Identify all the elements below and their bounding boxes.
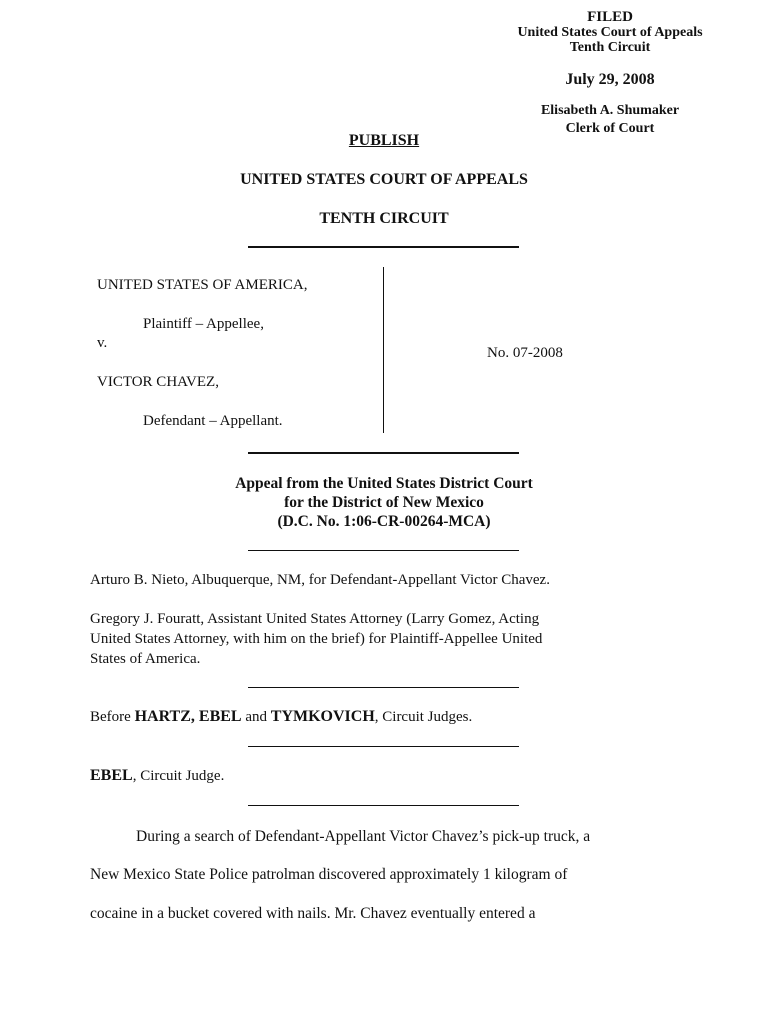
versus: v. bbox=[97, 335, 108, 351]
publish-label: PUBLISH bbox=[348, 132, 420, 149]
header-rule bbox=[248, 246, 519, 248]
case-number: No. 07-2008 bbox=[487, 345, 563, 361]
filing-circuit: Tenth Circuit bbox=[569, 40, 651, 55]
plaintiff-role: Plaintiff – Appellee, bbox=[143, 316, 264, 332]
author-suffix: , Circuit Judge. bbox=[132, 768, 225, 784]
plaintiff-name: UNITED STATES OF AMERICA, bbox=[97, 277, 308, 293]
plaintiff-counsel-line-3: States of America. bbox=[90, 651, 201, 667]
caption-divider bbox=[383, 267, 384, 433]
circuit-title: TENTH CIRCUIT bbox=[319, 210, 449, 227]
plaintiff-counsel-line-2: United States Attorney, with him on the brief) for Plaintiff-Appellee United bbox=[90, 631, 543, 647]
filing-date: July 29, 2008 bbox=[565, 71, 655, 88]
panel-suffix: , Circuit Judges. bbox=[374, 709, 473, 725]
panel-line bbox=[90, 708, 472, 726]
panel-rule bbox=[248, 746, 519, 747]
clerk-name: Elisabeth A. Shumaker bbox=[540, 103, 680, 118]
filing-court: United States Court of Appeals bbox=[517, 25, 703, 40]
appeal-line-3: (D.C. No. 1:06-CR-00264-MCA) bbox=[277, 513, 491, 530]
panel-judges-b: TYMKOVICH bbox=[270, 708, 375, 725]
panel-judges-a: HARTZ, EBEL bbox=[134, 708, 242, 725]
court-title: UNITED STATES COURT OF APPEALS bbox=[240, 171, 528, 188]
opinion-line-2: New Mexico State Police patrolman discovered approximately 1 kilogram of bbox=[90, 866, 568, 883]
defendant-role: Defendant – Appellant. bbox=[143, 413, 283, 429]
appeal-line-2: for the District of New Mexico bbox=[284, 494, 484, 511]
opinion-line-3: cocaine in a bucket covered with nails. Mr. Chavez eventually entered a bbox=[90, 905, 536, 922]
appeal-rule bbox=[248, 550, 519, 551]
panel-and: and bbox=[245, 709, 268, 725]
filed-label: FILED bbox=[587, 9, 633, 25]
defendant-name: VICTOR CHAVEZ, bbox=[97, 374, 219, 390]
plaintiff-counsel-line-1: Gregory J. Fouratt, Assistant United States Attorney (Larry Gomez, Acting bbox=[90, 611, 540, 627]
author-line bbox=[90, 767, 224, 785]
appeal-line-1: Appeal from the United States District Court bbox=[235, 475, 533, 492]
author-name: EBEL bbox=[90, 767, 133, 784]
counsel-rule bbox=[248, 687, 519, 688]
defendant-counsel: Arturo B. Nieto, Albuquerque, NM, for Defendant-Appellant Victor Chavez. bbox=[90, 572, 550, 588]
opinion-line-1: During a search of Defendant-Appellant Victor Chavez’s pick-up truck, a bbox=[136, 828, 591, 845]
clerk-title: Clerk of Court bbox=[565, 121, 655, 136]
caption-rule bbox=[248, 452, 519, 454]
author-rule bbox=[248, 805, 519, 806]
panel-before: Before bbox=[90, 709, 131, 725]
